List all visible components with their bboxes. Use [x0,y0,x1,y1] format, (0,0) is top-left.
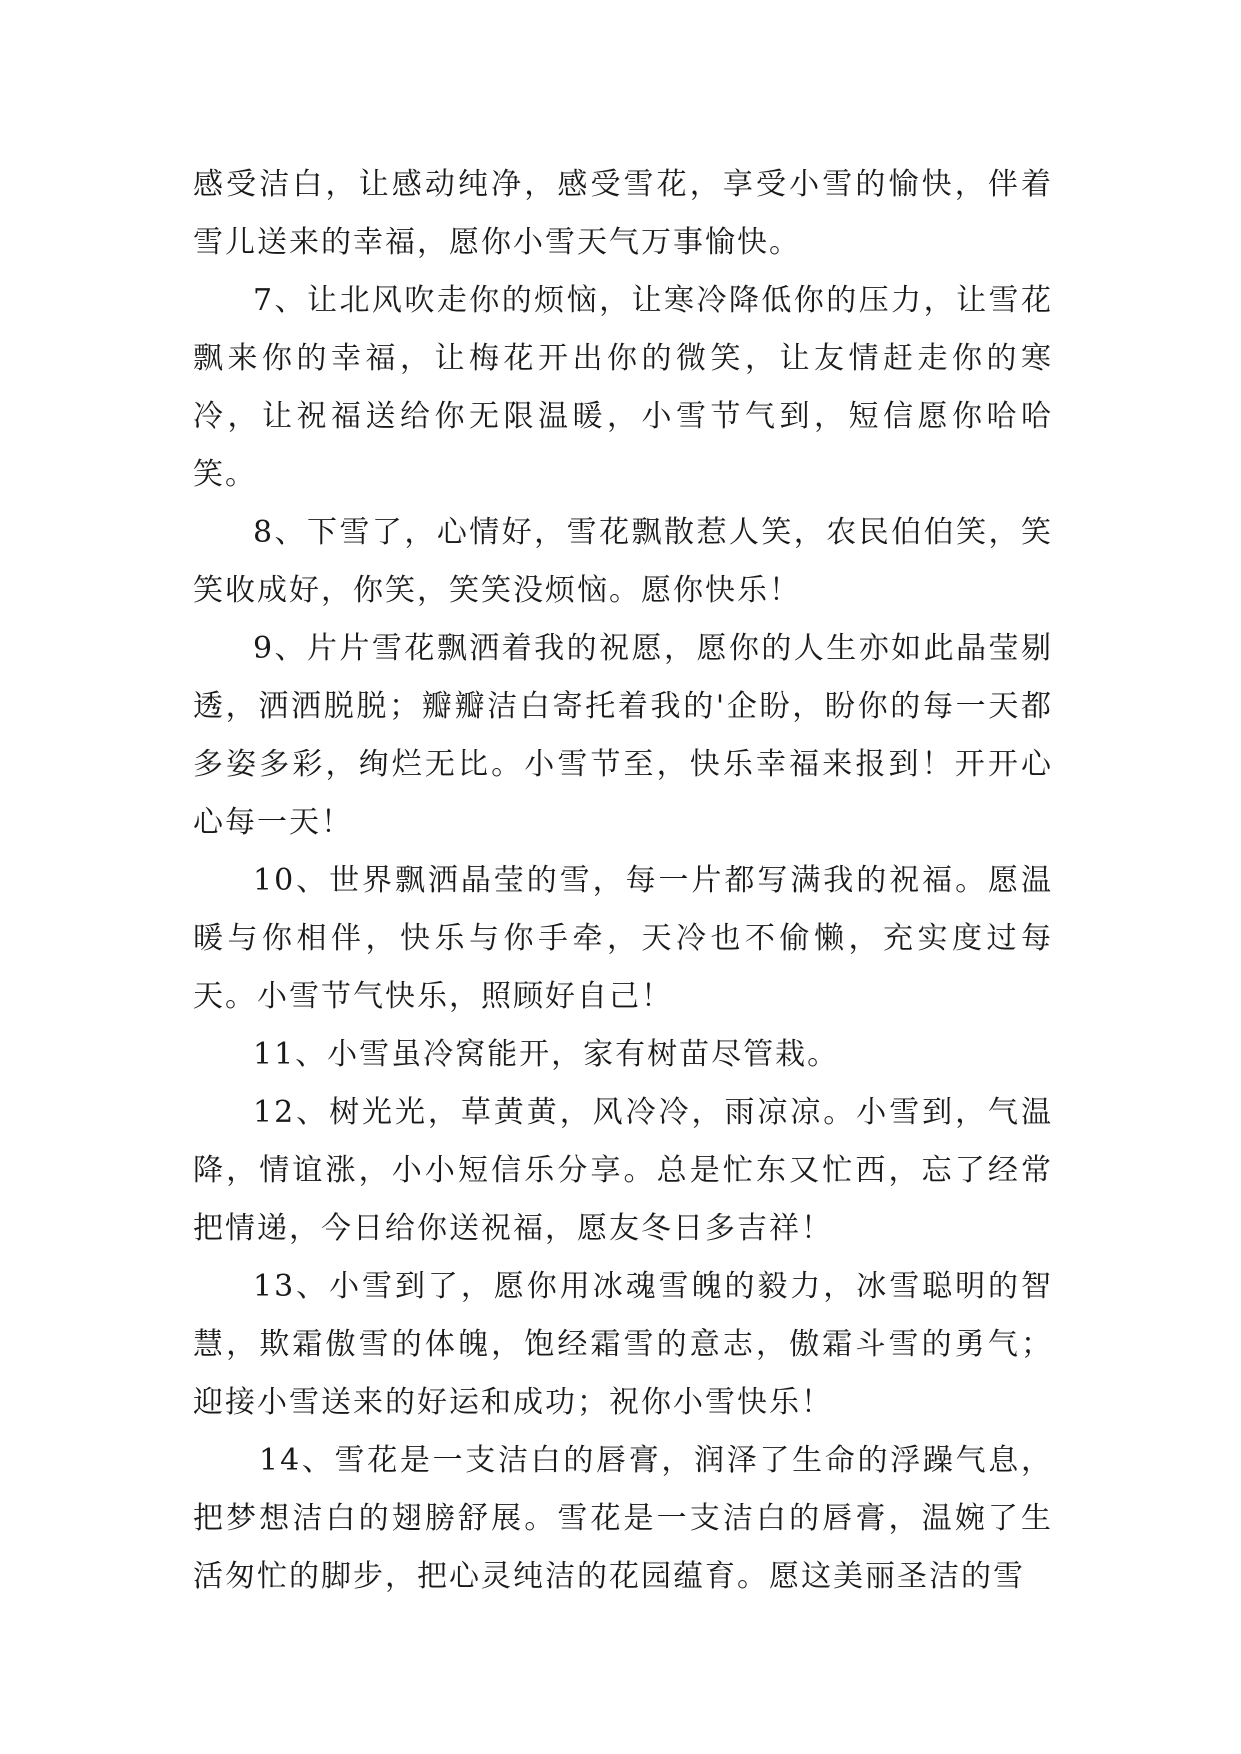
paragraph-item-9: 9、片片雪花飘洒着我的祝愿，愿你的人生亦如此晶莹剔透，洒洒脱脱；瓣瓣洁白寄托着我的'企盼，盼你的每一天都多姿多彩，绚烂无比。小雪节至，快乐幸福来报到！开开心心每一天！ [193,631,1053,840]
document-body [193,156,1053,1606]
paragraph-item-7: 7、让北风吹走你的烦恼，让寒冷降低你的压力，让雪花飘来你的幸福，让梅花开出你的微笑，让友情赶走你的寒冷，让祝福送给你无限温暖，小雪节气到，短信愿你哈哈笑。 [193,283,1053,492]
paragraph-item-14: 14、雪花是一支洁白的唇膏，润泽了生命的浮躁气息，把梦想洁白的翅膀舒展。雪花是一支洁白的唇膏，温婉了生活匆忙的脚步，把心灵纯洁的花园蕴育。愿这美丽圣洁的雪 [193,1443,1053,1594]
paragraph-item-12: 12、树光光，草黄黄，风冷冷，雨凉凉。小雪到，气温降，情谊涨，小小短信乐分享。总是忙东又忙西，忘了经常把情递，今日给你送祝福，愿友冬日多吉祥！ [193,1095,1053,1246]
paragraph-item-8: 8、下雪了，心情好，雪花飘散惹人笑，农民伯伯笑，笑笑收成好，你笑，笑笑没烦恼。愿你快乐！ [193,515,1053,608]
paragraph-item-11: 11、小雪虽冷窝能开，家有树苗尽管栽。 [253,1037,840,1072]
paragraph-item-13: 13、小雪到了，愿你用冰魂雪魄的毅力，冰雪聪明的智慧，欺霜傲雪的体魄，饱经霜雪的意志，傲霜斗雪的勇气；迎接小雪送来的好运和成功；祝你小雪快乐！ [193,1269,1053,1420]
paragraph-item-10: 10、世界飘洒晶莹的雪，每一片都写满我的祝福。愿温暖与你相伴，快乐与你手牵，天冷也不偷懒，充实度过每天。小雪节气快乐，照顾好自己！ [193,863,1053,1014]
paragraph-continued: 感受洁白，让感动纯净，感受雪花，享受小雪的愉快，伴着雪儿送来的幸福，愿你小雪天气万事愉快。 [193,167,1053,260]
